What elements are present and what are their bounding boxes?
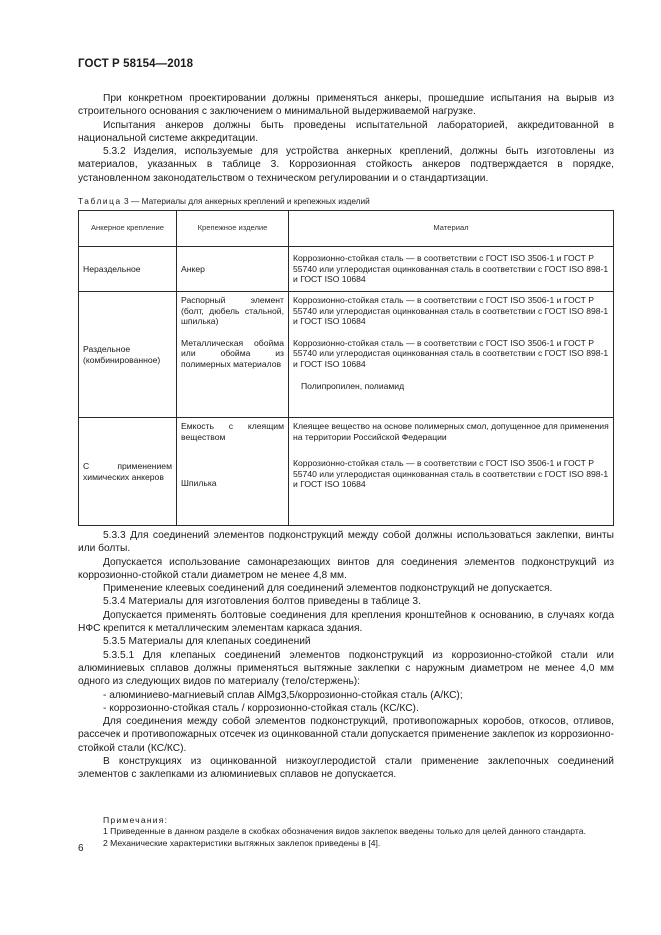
material-cell: Коррозионно-стойкая сталь — в соответствии с ГОСТ ISO 3506-1 и ГОСТ Р 55740 или углеродистая оцинкованная сталь в соответствии с ГОСТ ISO 898-1 и ГОСТ ISO 10684 <box>289 247 614 292</box>
paragraph: 5.3.4 Материалы для изготовления болтов приведены в таблице 3. <box>103 596 421 608</box>
paragraph: Допускается использование самонарезающих винтов для соединения элементов подконструкций из коррозионно-стойкой стали диаметром не менее 4,8 мм. <box>78 556 614 581</box>
paragraph: 5.3.2 Изделия, используемые для устройства анкерных креплений, должны быть изготовлены из материалов, указанных в таблице 3. Коррозионная стойкость анкеров подтверждается в порядке, установленном законодательством о техническом регулировании и о стандартизации. <box>78 146 614 184</box>
paragraph: В конструкциях из оцинкованной низкоуглеродистой стали применение заклепочных соединений элементов с заклепками из алюминиевых сплавов не допускается. <box>78 756 614 781</box>
notes-heading: Примечания: <box>103 815 169 825</box>
paragraph: 5.3.3 Для соединений элементов подконструкций между собой должны использоваться заклепки, винты или болты. <box>78 530 614 555</box>
table-caption-text: 3 — Материалы для анкерных креплений и крепежных изделий <box>124 196 370 206</box>
material-cell <box>289 292 614 418</box>
material-cell <box>289 418 614 526</box>
fastening-cell: Раздельное (комбинированное) <box>79 292 177 418</box>
table-caption-word: Таблица <box>78 196 122 206</box>
paragraph: При конкретном проектировании должны применяться анкеры, прошедшие испытания на вырыв из строительного основания с заключением о минимальной выдерживаемой нагрузке. <box>78 93 614 118</box>
table-header-row <box>79 211 614 247</box>
table-row <box>79 247 614 292</box>
column-header: Материал <box>289 211 614 247</box>
paragraph: Для соединения между собой элементов подконструкций, противопожарных коробов, откосов, отливов, рассечек и противопожарных отсечек из оцинкованной стали допускается применение заклепок из коррозионно-стойкой стали (КС/КС). <box>78 716 614 754</box>
notes-section <box>78 815 614 849</box>
column-header: Крепежное изделие <box>177 211 289 247</box>
fastener-cell <box>177 418 289 526</box>
fastening-cell: Нераздельное <box>79 247 177 292</box>
fastener-item: Шпилька <box>181 478 217 489</box>
material-item: Коррозионно-стойкая сталь — в соответствии с ГОСТ ISO 3506-1 и ГОСТ Р 55740 или углеродистая оцинкованная сталь в соответствии с ГОСТ ISO 898-1 и ГОСТ ISO 10684 <box>293 295 609 327</box>
table-row <box>79 418 614 526</box>
clause-section <box>78 529 614 782</box>
fastener-cell <box>177 292 289 418</box>
column-header: Анкерное крепление <box>79 211 177 247</box>
paragraph: Испытания анкеров должны быть проведены испытательной лабораторией, аккредитованной в национальной системе аккредитации. <box>78 119 614 144</box>
list-item: - коррозионно-стойкая сталь / коррозионно-стойкая сталь (КС/КС). <box>103 702 419 714</box>
materials-table <box>78 210 614 526</box>
paragraph: Допускается применять болтовые соединения для крепления кронштейнов к основанию, в случаях когда НФС крепится к металлическим элементам каркаса здания. <box>78 609 614 635</box>
material-item: Коррозионно-стойкая сталь — в соответствии с ГОСТ ISO 3506-1 и ГОСТ Р 55740 или углеродистая оцинкованная сталь в соответствии с ГОСТ ISO 898-1 и ГОСТ ISO 10684 <box>293 458 609 490</box>
table-caption <box>78 196 614 207</box>
page-number: 6 <box>78 843 84 854</box>
fastening-cell: С применением химических анкеров <box>79 418 177 526</box>
fastener-item: Металлическая обойма или обойма из полимерных материалов <box>181 337 284 369</box>
intro-section <box>78 92 614 185</box>
note-item: 1 Приведенные в данном разделе в скобках обозначения видов заклепок введены только для целей данного стандарта. <box>103 826 586 837</box>
note-item: 2 Механические характеристики вытяжных заклепок приведены в [4]. <box>103 837 381 848</box>
list-item: - алюминиево-магниевый сплав AlMg3,5/коррозионно-стойкая сталь (А/КС); <box>103 689 463 701</box>
paragraph: 5.3.5 Материалы для клепаных соединений <box>103 636 311 648</box>
paragraph: 5.3.5.1 Для клепаных соединений элементов подконструкций из коррозионно-стойкой стали или алюминиевых сплавов должны применяться вытяжные заклепки с наружным диаметром не менее 4,0 мм одного из следующих видов по материалу (тело/стержень): <box>78 649 614 688</box>
table-row <box>79 292 614 418</box>
fastener-item: Емкость с клеящим веществом <box>181 421 284 442</box>
standard-designation: ГОСТ Р 58154—2018 <box>78 58 194 70</box>
fastener-cell: Анкер <box>177 247 289 292</box>
material-item: Коррозионно-стойкая сталь — в соответствии с ГОСТ ISO 3506-1 и ГОСТ Р 55740 или углеродистая оцинкованная сталь в соответствии с ГОСТ ISO 898-1 и ГОСТ ISO 10684 <box>293 337 609 369</box>
fastener-item: Распорный элемент (болт, дюбель стальной, шпилька) <box>181 295 284 327</box>
paragraph: Применение клеевых соединений для соединений элементов подконструкций не допускается. <box>103 583 553 595</box>
material-item: Полипропилен, полиамид <box>301 380 405 391</box>
material-item: Клеящее вещество на основе полимерных смол, допущенное для применения на территории Российской Федерации <box>293 421 609 442</box>
